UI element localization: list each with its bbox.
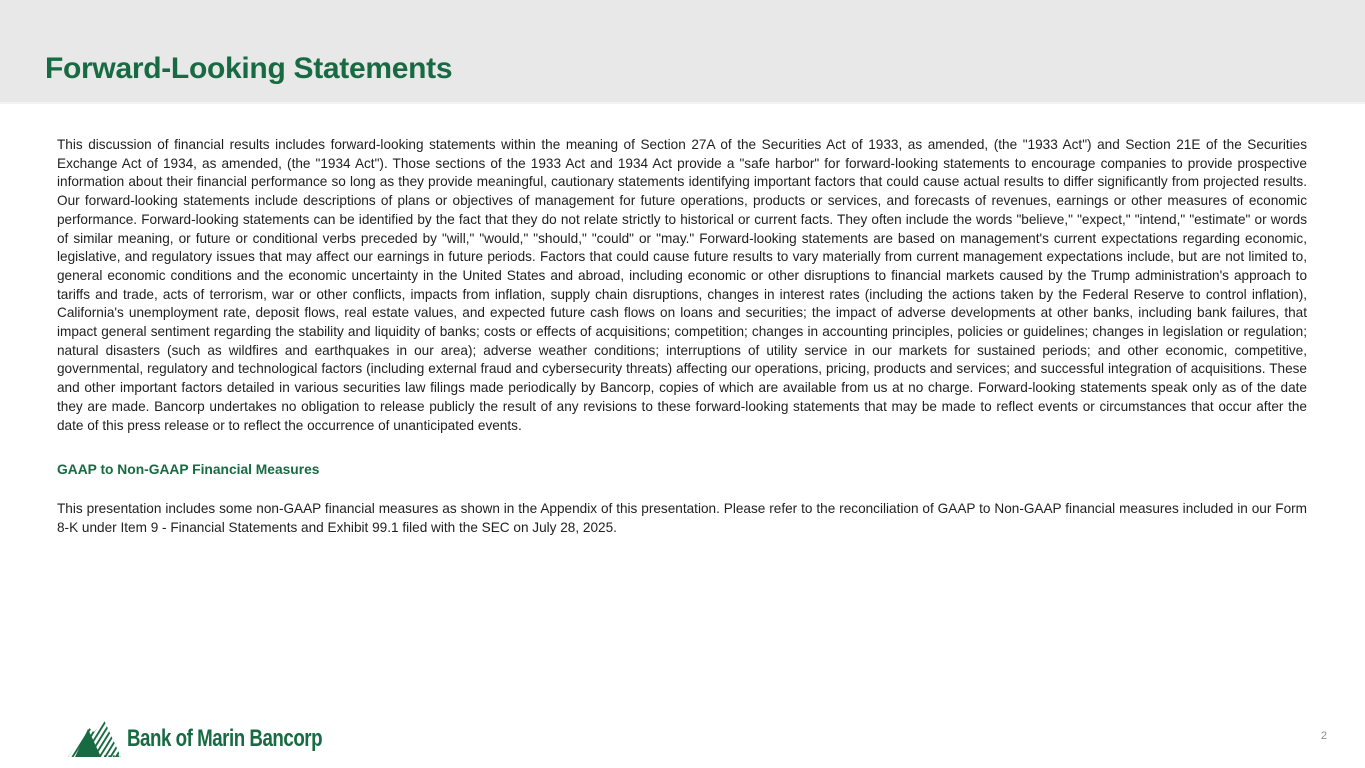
gaap-heading: GAAP to Non-GAAP Financial Measures <box>57 462 320 478</box>
slide-body <box>57 136 1307 538</box>
bank-of-marin-logo <box>68 719 377 759</box>
logo-wordmark: Bank of Marin Bancorp <box>127 725 323 752</box>
gaap-paragraph: This presentation includes some non-GAAP financial measures as shown in the Appendix of this presentation. Please refer to the reconciliation of GAAP to Non-GAAP financial measures included in our Form 8-K under Item 9 - Financial Statements and Exhibit 99.1 filed with the SEC on July 28, 2025. <box>57 501 1307 535</box>
forward-looking-paragraph: This discussion of financial results includes forward-looking statements within the meaning of Section 27A of the Securities Act of 1933, as amended, (the "1933 Act") and Section 21E of the Securities Exchange Act of 1934, as amended, (the "1934 Act"). Those sections of the 1933 Act and 1934 Act provide a "safe harbor" for forward-looking statements to encourage companies to provide prospective information about their financial performance so long as they provide meaningful, cautionary statements identifying important factors that could cause actual results to differ significantly from projected results. Our forward-looking statements include descriptions of plans or objectives of management for future operations, products or services, and forecasts of revenues, earnings or other measures of economic performance. Forward-looking statements can be identified by the fact that they do not relate strictly to historical or current facts. They often include the words "believe," "expect," "intend," "estimate" or words of similar meaning, or future or conditional verbs preceded by "will," "would," "should," "could" or "may." Forward-looking statements are based on management's current expectations regarding economic, legislative, and regulatory issues that may affect our earnings in future periods. Factors that could cause future results to vary materially from current management expectations include, but are not limited to, general economic conditions and the economic uncertainty in the United States and abroad, including economic or other disruptions to financial markets caused by the Trump administration's approach to tariffs and trade, acts of terrorism, war or other conflicts, impacts from inflation, supply chain disruptions, changes in interest rates (including the actions taken by the Federal Reserve to control inflation), California's unemployment rate, deposit flows, real estate values, and expected future cash flows on loans and securities; the impact of adverse developments at other banks, including bank failures, that impact general sentiment regarding the stability and liquidity of banks; costs or effects of acquisitions; competition; changes in accounting principles, policies or guidelines; changes in legislation or regulation; natural disasters (such as wildfires and earthquakes in our area); adverse weather conditions; interruptions of utility service in our markets for sustained periods; and other economic, competitive, governmental, regulatory and technological factors (including external fraud and cybersecurity threats) affecting our operations, pricing, products and services; and successful integration of acquisitions. These and other important factors detailed in various securities law filings made periodically by Bancorp, copies of which are available from us at no charge. Forward-looking statements speak only as of the date they are made. Bancorp undertakes no obligation to release publicly the result of any revisions to these forward-looking statements that may be made to reflect events or circumstances that occur after the date of this press release or to reflect the occurrence of unanticipated events. <box>57 137 1307 433</box>
page-number: 2 <box>1320 730 1327 742</box>
mountain-logo-icon <box>68 719 122 759</box>
slide-header <box>0 0 1365 104</box>
page-title: Forward-Looking Statements <box>45 52 453 85</box>
